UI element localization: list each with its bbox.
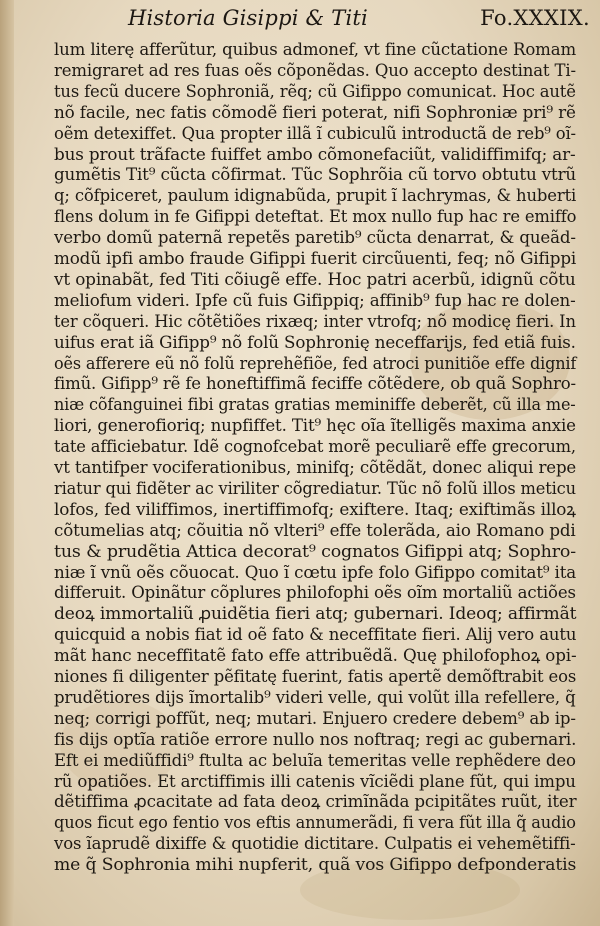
text-line: mãt hanc neceffitatẽ fato effe attribuẽdã. Quę philofophoꝝ opi- — [54, 646, 577, 666]
text-line: gumẽtis Tit⁹ cũcta cõfirmat. Tũc Sophrõia cũ torvo obtutu vtrũ — [54, 165, 577, 185]
text-line: differuit. Opinãtur cõplures philofophi oẽs oĩm mortaliũ actiões — [54, 583, 576, 603]
text-line: bus prout trãfacte fuiffet ambo cõmonefaciũt, validiffimifq; ar- — [54, 144, 576, 164]
text-line: ter cõqueri. Hic cõtẽtiões rixæq; inter vtrofq; nõ modicę fieri. In — [54, 311, 576, 331]
text-line: tus & prudẽtia Attica decorat⁹ cognatos Gifippi atq; Sophro- — [54, 541, 576, 561]
text-line: riatur qui fidẽter ac viriliter cõgrediatur. Tũc nõ folũ illos meticu — [54, 478, 576, 498]
text-line: nõ facile, nec fatis cõmodẽ fieri poterat, nifi Sophroniæ pri⁹ rẽ — [54, 102, 576, 122]
page-header — [128, 4, 590, 38]
text-line: niæ cõfanguinei fibi gratas gratias meminiffe deberẽt, cũ illa me- — [54, 395, 576, 415]
text-line: lum literę afferũtur, quibus admonef, vt fine cũctatione Romam — [54, 40, 577, 59]
text-line: liori, generofioriq; nupfiffet. Tit⁹ hęc oĩa ĩtelligẽs maxima anxie — [54, 416, 576, 436]
text-line: vt tantifper vociferationibus, minifq; cõtẽdãt, donec aliqui repe — [54, 458, 577, 477]
text-line: remigraret ad res fuas oẽs cõponẽdas. Quo accepto destinat Ti- — [54, 60, 576, 80]
text-line: dẽtiffima ꝓcacitate ad fata deoꝝ crimĩnãda pcipitãtes ruũt, iter — [54, 792, 577, 812]
text-line: niones fi diligenter pẽfitatę fuerint, fatis apertẽ demõftrabit eos — [54, 667, 577, 686]
text-line: quos ficut ego fentio vos eftis annumerãdi, fi vera fũt illa q̃ audio — [54, 813, 576, 833]
text-line: Eft ei mediũffidi⁹ ftulta ac beluĩa temeritas velle rephẽdere deo — [54, 750, 576, 770]
text-line: fis dijs optĩa ratiõe errore nullo nos noftraq; regi ac gubernari. — [54, 729, 577, 749]
running-title: Historia Gisippi & Titi — [128, 6, 368, 30]
text-line: verbo domũ paternã repetẽs paretib⁹ cũcta denarrat, & queãd- — [54, 228, 576, 248]
text-line: fimũ. Gifipp⁹ rẽ fe honeftiffimã feciffe cõtẽdere, ob quã Sophro- — [54, 374, 576, 394]
text-line: vt opinabãt, fed Titi cõiugẽ effe. Hoc patri acerbũ, idignũ cõtu — [54, 269, 576, 289]
text-line: tus fecũ ducere Sophroniã, rẽq; cũ Gifippo comunicat. Hoc autẽ — [54, 81, 576, 101]
text-line: flens dolum in fe Gifippi deteftat. Et mox nullo fup hac re emiffo — [54, 207, 577, 227]
text-line: tate afficiebatur. Idẽ cognofcebat morẽ peculiarẽ effe grecorum, — [54, 437, 576, 457]
body-text — [54, 40, 577, 875]
text-line: q; cõfpiceret, paulum idignabũda, prupit ĩ lachrymas, & huberti — [54, 186, 577, 206]
text-line: deoꝝ immortaliũ ꝓuidẽtia fieri atq; gubernari. Ideoq; affirmãt — [54, 604, 577, 624]
text-line: vos ĩaprudẽ dixiffe & quotidie dictitare. Culpatis ei vehemẽtiffi- — [54, 834, 576, 854]
text-line: me q̃ Sophronia mihi nupferit, quã vos Gifippo defponderatis — [54, 855, 577, 875]
text-line: lofos, fed viliffimos, inertiffimofq; exiftere. Itaq; exiftimãs illoꝝ — [54, 499, 576, 519]
text-line: cõtumelias atq; cõuitia nõ vlteri⁹ effe tolerãda, aio Romano pdi — [54, 520, 576, 540]
text-line: oẽm detexiffet. Qua propter illã ĩ cubiculũ introductã de reb⁹ oĩ- — [54, 123, 576, 143]
text-line: meliofum videri. Ipfe cũ fuis Gifippiq; affinib⁹ fup hac re dolen- — [54, 290, 576, 310]
folio-number: Fo.XXXIX. — [480, 6, 590, 30]
text-line: quicquid a nobis fiat id oẽ fato & neceffitate fieri. Alij vero autu — [54, 625, 577, 645]
text-line: rũ opatiões. Et arctiffimis illi catenis vĩciẽdi plane fũt, qui impu — [54, 771, 576, 791]
text-line: uifus erat iã Gifipp⁹ nõ folũ Sophronię neceffarijs, fed etiã fuis. — [54, 332, 576, 352]
text-line: modũ ipfi ambo fraude Gifippi fuerit circũuenti, feq; nõ Gifippi — [54, 249, 577, 268]
text-line: prudẽtiores dijs ĩmortalib⁹ videri velle, qui volũt illa refellere, q̃ — [54, 687, 576, 707]
page-gutter-shadow — [0, 0, 14, 926]
text-line: niæ ĩ vnũ oẽs cõuocat. Quo ĩ cœtu ipfe folo Gifippo comitat⁹ ita — [54, 562, 577, 582]
text-line: oẽs afferere eũ nõ folũ reprehẽfiõe, fed atroci punitiõe effe dignif — [54, 353, 577, 373]
text-line: neq; corrigi poffũt, neq; mutari. Enjuero credere debem⁹ ab ip- — [54, 708, 576, 728]
